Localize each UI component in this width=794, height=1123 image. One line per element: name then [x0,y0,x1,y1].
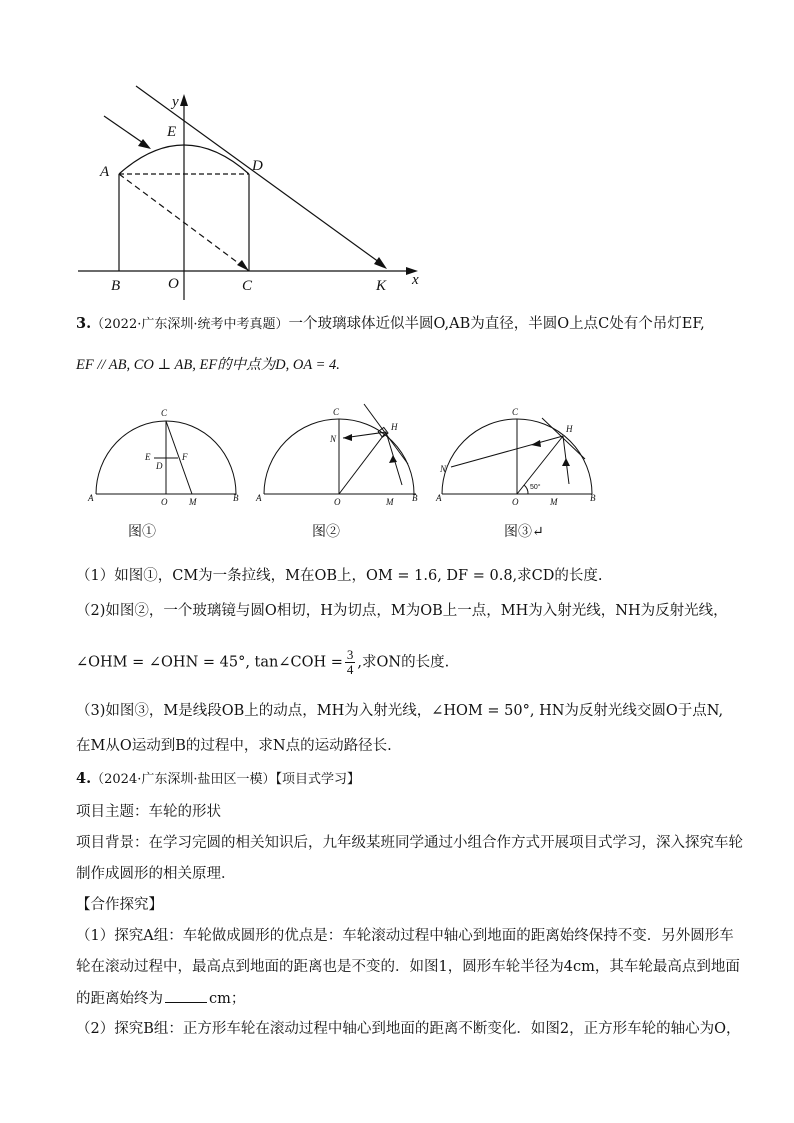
fig3-label-C: C [512,407,519,417]
fig1-label-A: A [88,493,94,503]
problem4-number: 4. [76,770,92,787]
fig3-mirror [542,418,585,459]
fig3-NH [451,436,563,467]
fig3-label-H: H [566,424,573,434]
problem4-b-line1: （2）探究B组：正方形车轮在滚动过程中轴心到地面的距离不断变化．如图2，正方形车轮的轴心为O， [76,1021,741,1037]
problem3-q3-line1: （3)如图③，M是线段OB上的动点，MH为入射光线，∠HOM = 50°, HN为反射光线交圆O于点N, [76,703,724,719]
fig2-label-C: C [333,407,340,417]
fig2-label-H: H [391,422,398,432]
problem3-stem2: EF // AB, CO ⊥ AB, EF的中点为D, OA = 4. [76,357,340,373]
fig3-label-M: M [550,497,558,507]
fig3-label-B: B [590,493,596,503]
problem3-q3-line2: 在M从O运动到B的过程中，求N点的运动路径长. [76,738,392,754]
fig1-label-E: E [145,452,151,462]
problem4-background-line2: 制作成圆形的相关原理． [76,866,236,882]
problem3-stem1: 一个玻璃球体近似半圆O,AB为直径，半圆O上点C处有个吊灯EF, [288,316,705,332]
label-A: A [100,164,110,180]
problem4-a-line3-pre: 的距离始终为 [76,991,163,1007]
problem4-a-line3-post: cm； [209,991,246,1007]
label-C: C [242,278,253,294]
problem4-a-line3 [76,988,245,1009]
fraction-numerator: 3 [346,647,354,662]
fraction-3-4 [345,648,356,677]
fraction-denominator: 4 [346,662,354,677]
fig2-OH [339,432,386,494]
problem3-number: 3. [76,315,92,332]
problem4-header [76,769,360,790]
problem4-theme: 项目主题：车轮的形状 [76,804,221,820]
fig1-label-M: M [189,497,197,507]
label-x: x [412,272,419,288]
fig2-MH-arrow [389,455,397,463]
problem4-a-line1: （1）探究A组：车轮做成圆形的优点是：车轮滚动过程中轴心到地面的距离始终保持不变．另外圆形车 [76,928,734,944]
fig1-label-B: B [233,493,239,503]
fig3-label-N: N [440,464,447,474]
fig1-label-C: C [161,408,168,418]
fig1-caption: 图① [128,524,156,540]
fig1-label-F: F [182,452,188,462]
label-E: E [167,124,177,140]
problem4-source: （2024·广东深圳·盐田区一模）【项目式学习】 [91,772,360,787]
fig1-label-D: D [156,461,163,471]
label-D: D [252,158,263,174]
fig2-label-B: B [412,493,418,503]
answer-blank[interactable] [165,988,207,1003]
problem3-figures [0,0,794,560]
fig2-label-O: O [334,497,341,507]
fig3-MH-arrow [562,458,570,466]
fig2-label-N: N [330,434,337,444]
problem3-source: （2022·广东深圳·统考中考真题） [91,317,289,332]
fig2-NH-arrow [343,434,352,441]
problem4-background-line1: 项目背景：在学习完圆的相关知识后，九年级某班同学通过小组合作方式开展项目式学习，深入探究车轮 [76,835,743,851]
fig3-angle-label: 50° [530,484,541,491]
problem3-q1: （1）如图①，CM为一条拉线，M在OB上，OM = 1.6, DF = 0.8,求CD的长度. [76,568,603,584]
label-O: O [168,276,179,292]
fig3-label-A: A [436,493,442,503]
problem3-q2-line2b: ,求ON的长度. [357,654,450,671]
label-y: y [172,94,179,110]
fig3-label-O: O [512,497,519,507]
problem4-section: 【合作探究】 [76,897,163,913]
problem3-q2-line1: （2)如图②，一个玻璃镜与圆O相切，H为切点，M为OB上一点，MH为入射光线，NH为反射光线， [76,603,728,619]
problem3-q2-line2 [76,648,449,677]
fig2-caption: 图② [312,524,340,540]
fig2-label-A: A [256,493,262,503]
fig2-label-M: M [386,497,394,507]
fig3-caption: 图③↵ [504,524,544,540]
problem4-a-line2: 轮在滚动过程中，最高点到地面的距离也是不变的．如图1，圆形车轮半径为4cm，其车轮最高点到地面 [76,959,740,975]
problem3-q2-line2a: ∠OHM = ∠OHN = 45°, tan∠COH = [76,654,343,671]
fig1-label-O: O [161,497,168,507]
fig3-NH-arrow [531,440,541,447]
label-B: B [111,278,121,294]
fig3-angle-arc [524,485,528,494]
label-K: K [376,278,387,294]
